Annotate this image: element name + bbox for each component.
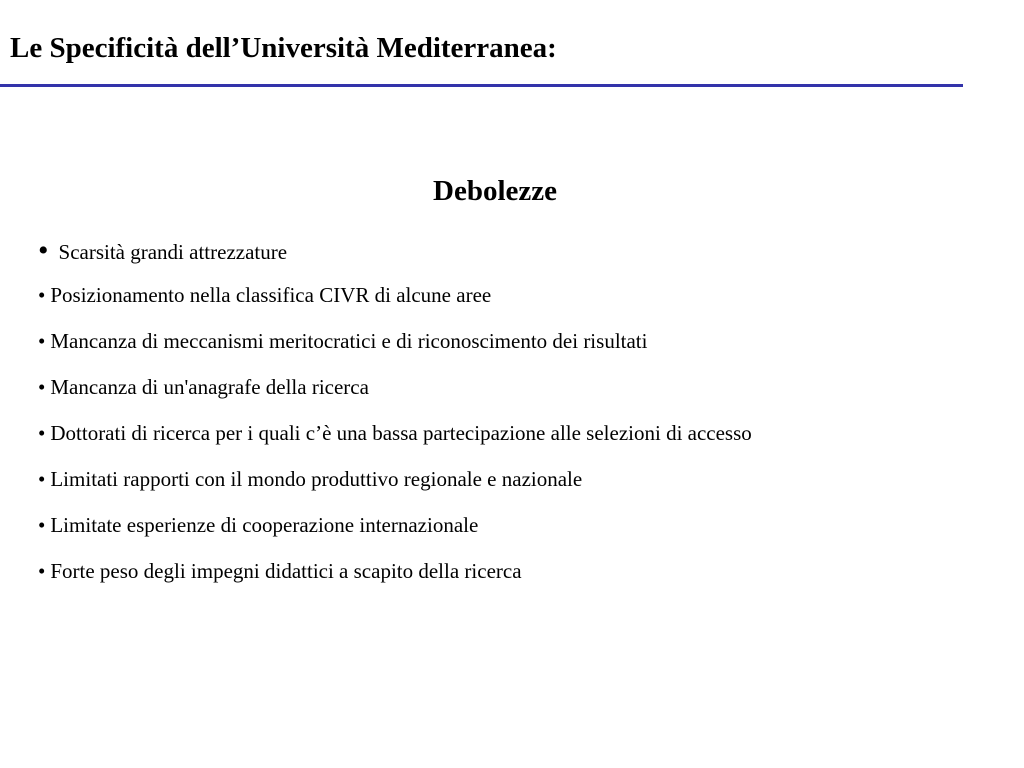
list-item — [38, 234, 752, 267]
list-item-text: Mancanza di meccanismi meritocratici e di riconoscimento dei risultati — [50, 329, 648, 353]
slide-title: Le Specificità dell’Università Mediterranea: — [10, 32, 557, 64]
list-item-text: Scarsità grandi attrezzature — [58, 240, 288, 264]
bullet-icon: • — [38, 559, 46, 583]
list-item — [38, 559, 752, 583]
bullet-icon: • — [38, 375, 46, 399]
list-item — [38, 329, 752, 353]
bullet-icon: • — [38, 513, 46, 537]
list-item — [38, 375, 752, 399]
bullet-icon: • — [38, 329, 46, 353]
list-item — [38, 421, 752, 445]
list-item — [38, 283, 752, 307]
list-item-text: Mancanza di un'anagrafe della ricerca — [50, 375, 369, 399]
bullet-icon: • — [38, 234, 49, 267]
weaknesses-list — [38, 234, 752, 605]
list-item-text: Limitate esperienze di cooperazione internazionale — [50, 513, 479, 537]
list-item — [38, 513, 752, 537]
section-heading: Debolezze — [433, 175, 557, 207]
list-item-text: Limitati rapporti con il mondo produttivo regionale e nazionale — [50, 467, 583, 491]
bullet-icon: • — [38, 467, 46, 491]
list-item-text: Dottorati di ricerca per i quali c’è una bassa partecipazione alle selezioni di accesso — [50, 421, 752, 445]
list-item-text: Posizionamento nella classifica CIVR di alcune aree — [50, 283, 492, 307]
list-item-text: Forte peso degli impegni didattici a scapito della ricerca — [50, 559, 522, 583]
list-item — [38, 467, 752, 491]
bullet-icon: • — [38, 421, 46, 445]
title-divider — [0, 84, 963, 87]
bullet-icon: • — [38, 283, 46, 307]
